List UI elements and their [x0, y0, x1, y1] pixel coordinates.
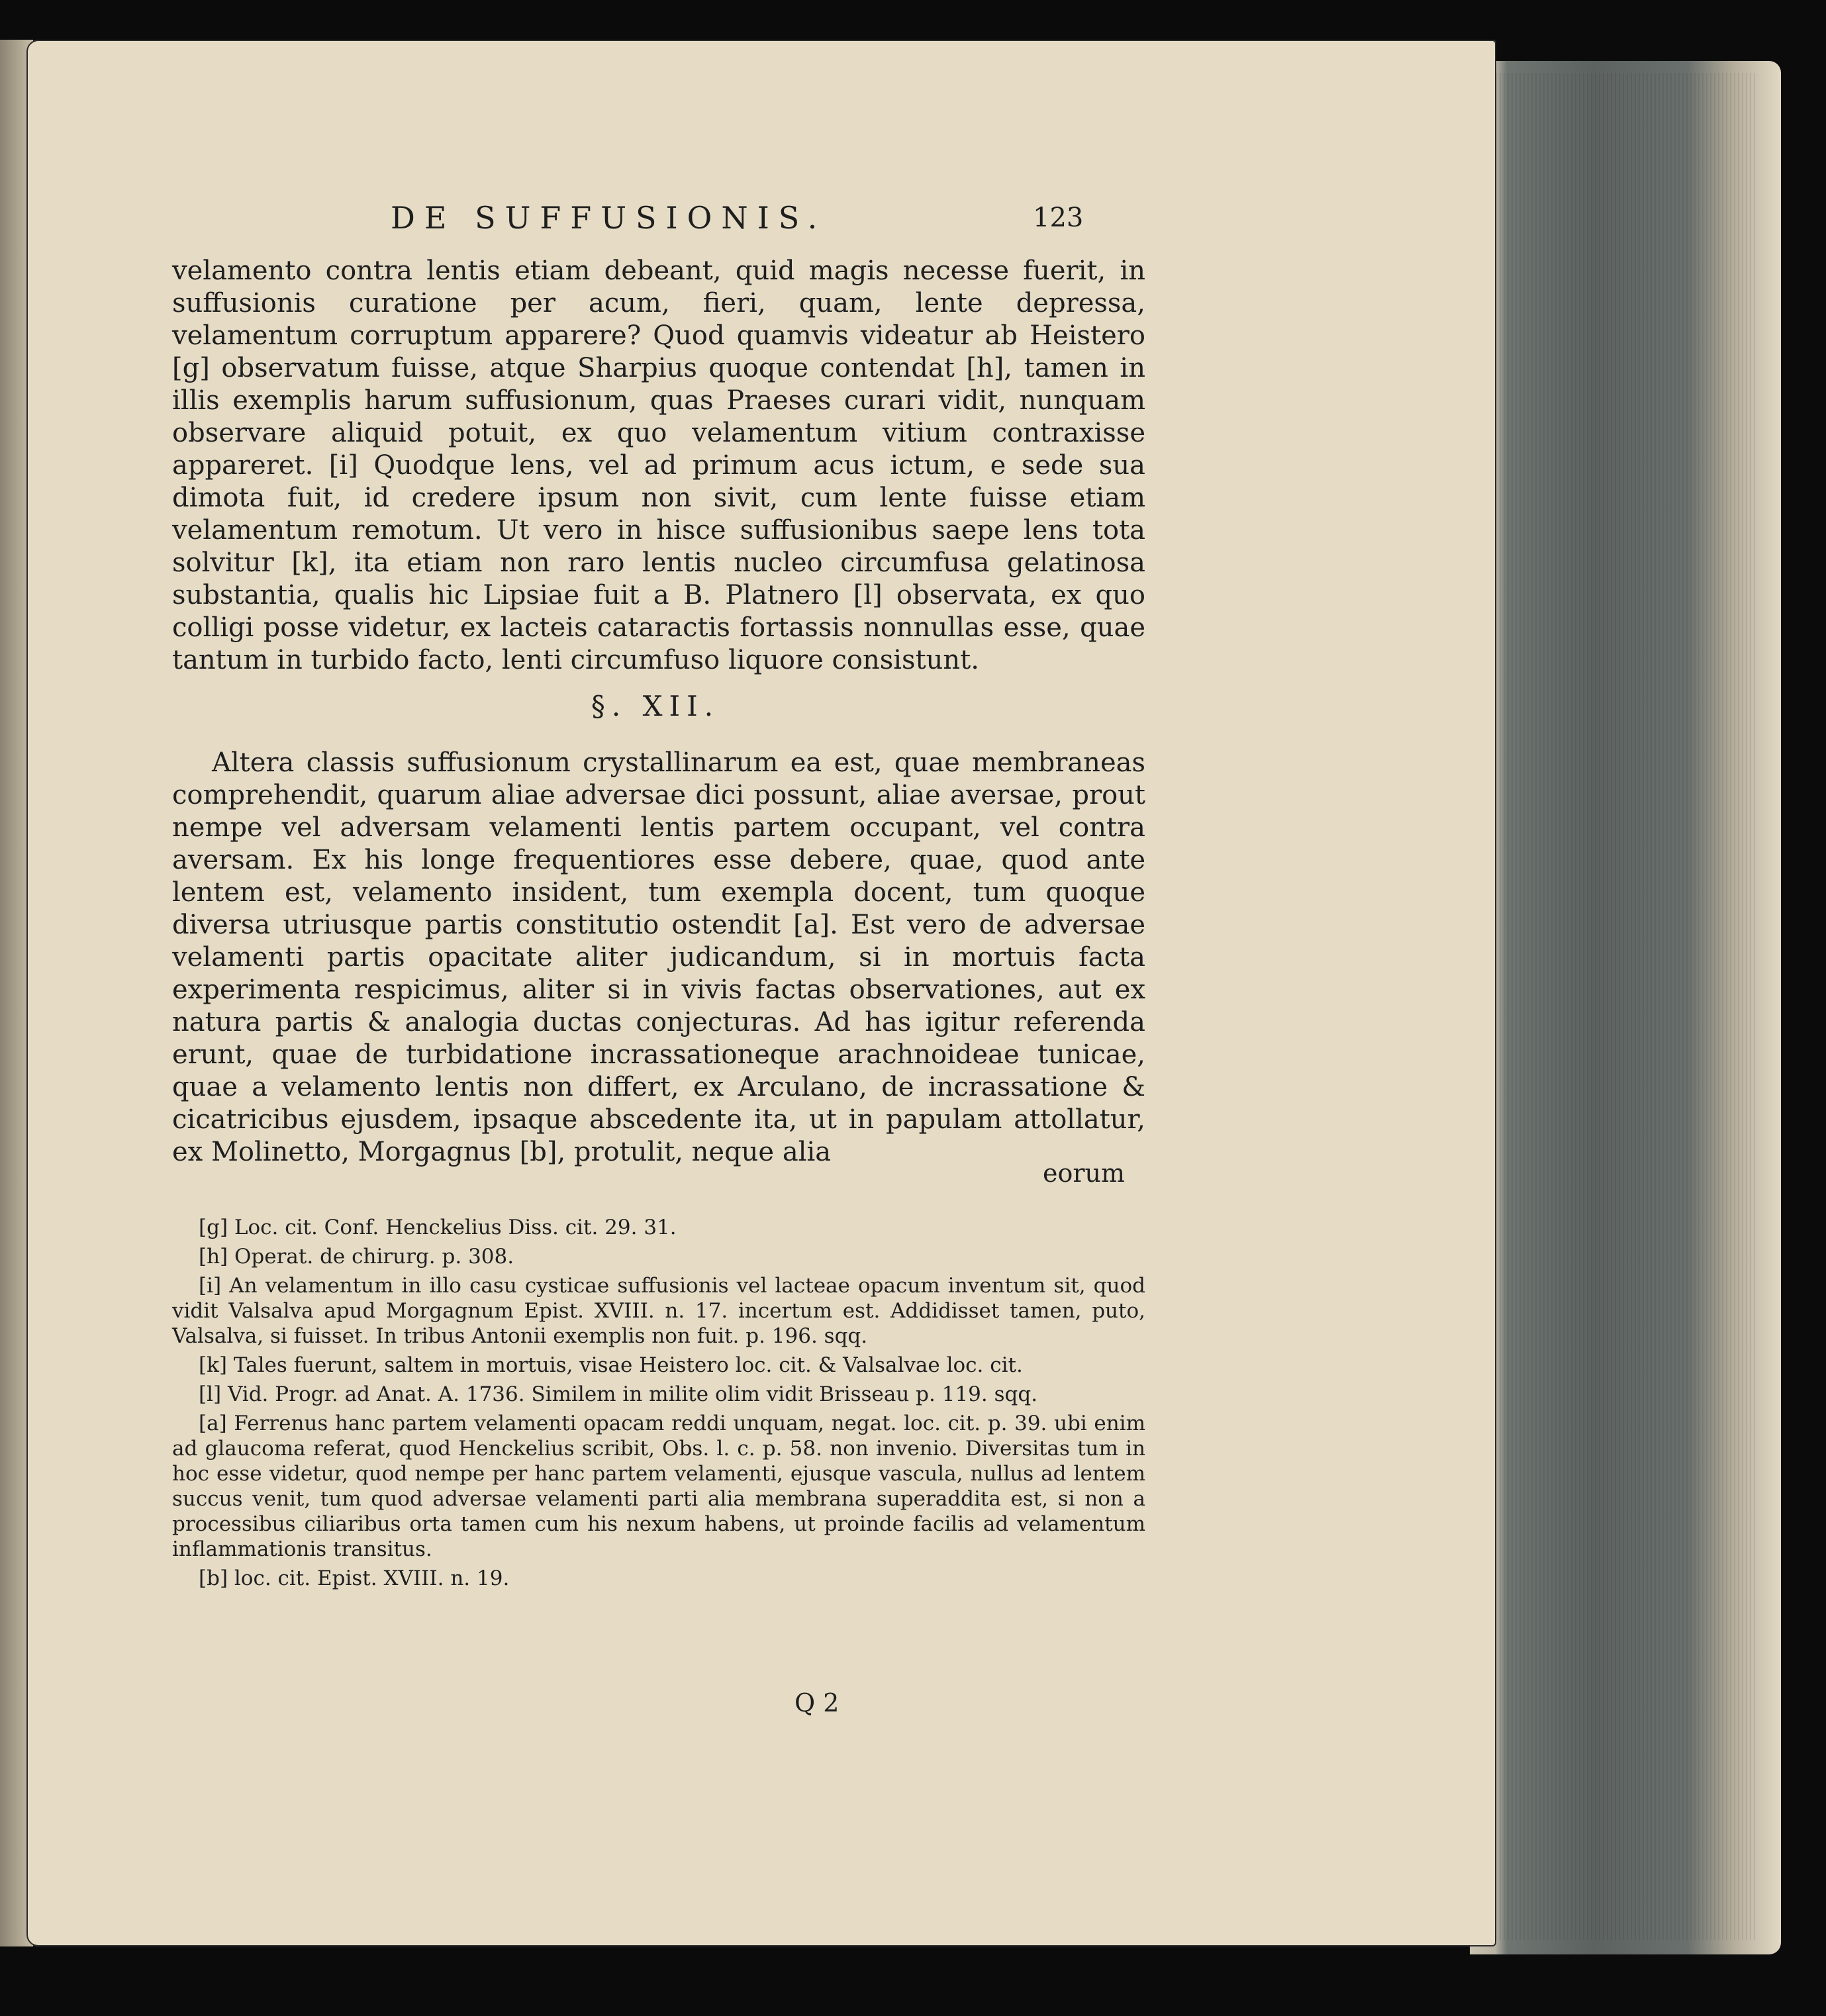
footnote-g: [g] Loc. cit. Conf. Henckelius Diss. cit. 29. 31. — [199, 1216, 677, 1239]
page-block-lines — [1480, 73, 1758, 1940]
footnote-k: [k] Tales fuerunt, saltem in mortuis, visae Heistero loc. cit. & Valsalvae loc. cit. — [199, 1353, 1023, 1377]
paragraph-1: velamento contra lentis etiam debeant, quid magis necesse fuerit, in suffusionis curatione per acum, fieri, quam, lente depressa, velamentum corruptum apparere? Quod quamvis videatur ab Heistero [g] observatum fuisse, atque Sharpius quoque contendat [h], tamen in illis exemplis harum suffusionum, quas Praeses curari vidit, nunquam observare aliquid potuit, ex quo velamentum vitium contraxisse appareret. [i] Quodque lens, vel ad primum acus ictum, e sede sua dimota fuit, id credere ipsum non sivit, cum lente fuisse etiam velamentum remotum. Ut vero in hisce suffusionibus saepe lens tota solvitur [k], ita etiam non raro lentis nucleo circumfusa gelatinosa substantia, qualis hic Lipsiae fuit a B. Platnero [l] observata, ex quo colligi posse videtur, ex lacteis cataractis fortassis nonnullas esse, quae tantum in turbido facto, lenti circumfuso liquore consistunt. — [172, 256, 1145, 675]
section-heading: §. XII. — [591, 690, 720, 722]
footnote-i: [i] An velamentum in illo casu cysticae suffusionis vel lacteae opacum inventum sit, quod vidit Valsalva apud Morgagnum Epist. XVIII. n. 17. incertum est. Addidisset tamen, puto, Valsalva, si fuisset. In tribus Antonii exemplis non fuit. p. 196. sqq. — [172, 1274, 1145, 1348]
footnote-l: [l] Vid. Progr. ad Anat. A. 1736. Similem in milite olim vidit Brisseau p. 119. sqq. — [199, 1382, 1038, 1406]
header-title: DE SUFFUSIONIS. — [391, 200, 827, 236]
footnotes — [172, 1215, 1145, 1595]
signature-mark: Q 2 — [794, 1688, 840, 1717]
footnote-b: [b] loc. cit. Epist. XVIII. n. 19. — [199, 1566, 510, 1590]
footnote-h: [h] Operat. de chirurg. p. 308. — [199, 1245, 514, 1269]
book-page — [26, 40, 1496, 1946]
running-header — [26, 200, 1496, 240]
catchword: eorum — [1043, 1159, 1126, 1188]
paragraph-2: Altera classis suffusionum crystallinarum ea est, quae membraneas comprehendit, quarum aliae adversae dici possunt, aliae aversae, prout nempe vel adversam velamenti lentis partem occupant, vel contra aversam. Ex his longe frequentiores esse debere, quae, quod ante lentem est, velamento insident, tum exempla docent, tum quoque diversa utriusque partis constitutio ostendit [a]. Est vero de adversae velamenti partis opacitate aliter judicandum, si in mortuis facta experimenta respicimus, aliter si in vivis factas observationes, aut ex natura partis & analogia ductas conjecturas. Ad has igitur referenda erunt, quae de turbidatione incrassationeque arachnoideae tunicae, quae a velamento lentis non differt, ex Arculano, de incrassatione & cicatricibus ejusdem, ipsaque abscedente ita, ut in papulam attollatur, ex Molinetto, Morgagnus [b], protulit, neque alia — [172, 747, 1145, 1167]
page-number: 123 — [1033, 203, 1084, 233]
footnote-a: [a] Ferrenus hanc partem velamenti opacam reddi unquam, negat. loc. cit. p. 39. ubi enim ad glaucoma referat, quod Henckelius scribit, Obs. l. c. p. 58. non invenio. Diversitas tum in hoc esse videtur, quod nempe per hanc partem velamenti, ejusque vascula, nullus ad lentem succus venit, tum quod adversae velamenti parti alia membrana superaddita est, si non a processibus ciliaribus orta tamen cum his nexum habens, ut proinde facilis ad velamentum inflammationis transitus. — [172, 1412, 1145, 1561]
